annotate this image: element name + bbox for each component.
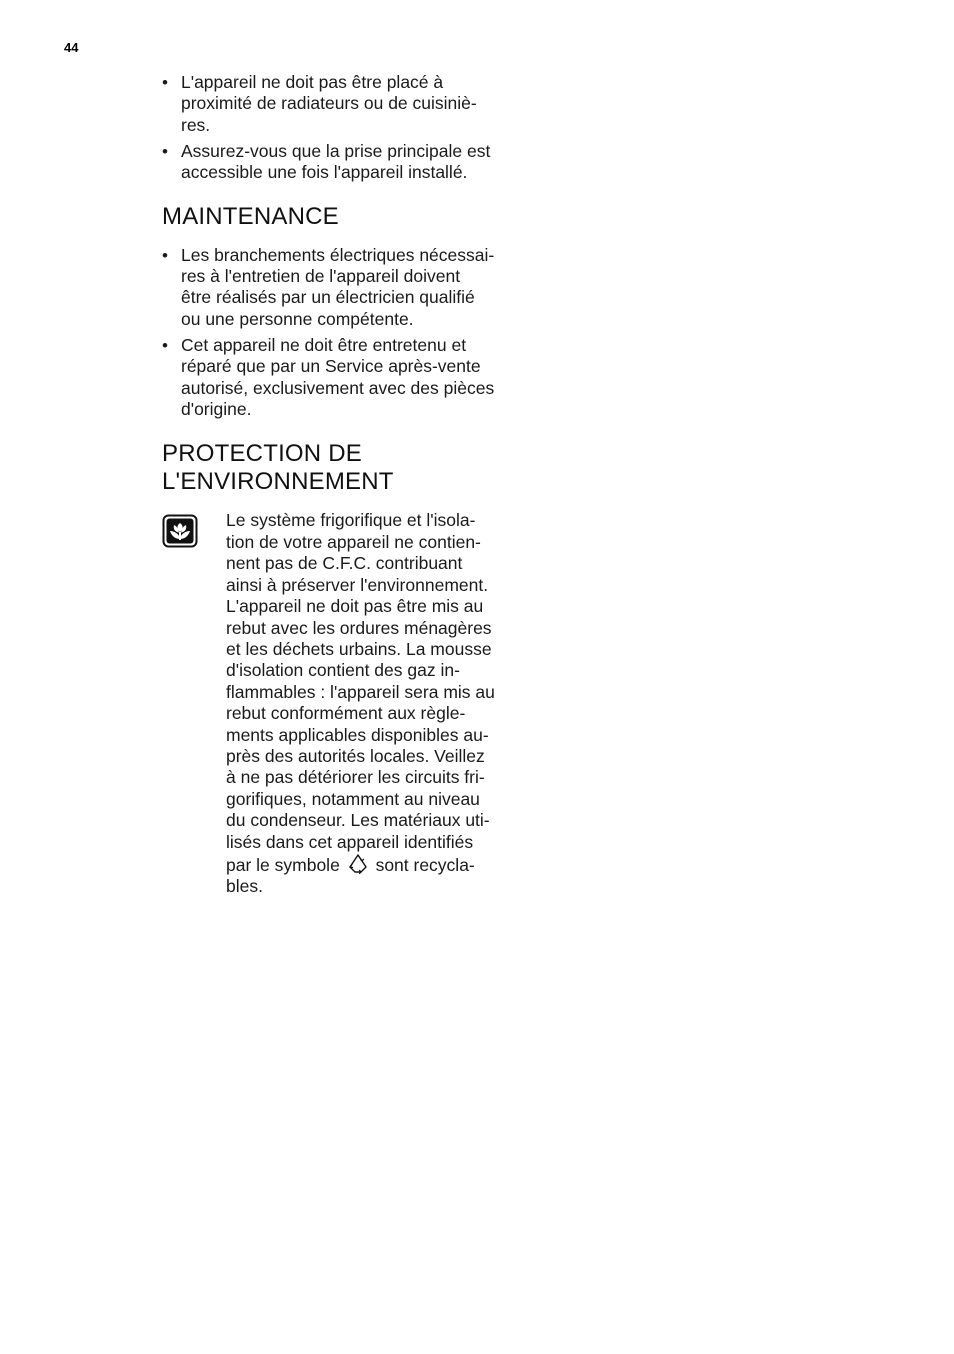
list-item-text: L'appareil ne doit pas être placé à proximité de radiateurs ou de cuisiniè- res.	[181, 72, 477, 135]
maintenance-list	[162, 245, 517, 421]
bullet-icon: •	[162, 335, 168, 355]
list-item	[162, 141, 517, 184]
list-item-text: Les branchements électriques nécessai- res à l'entretien de l'appareil doivent être réalisés par un électricien qualifié ou une personne compétente.	[181, 244, 495, 329]
content-column	[162, 72, 517, 898]
list-item	[162, 245, 517, 331]
bullet-icon: •	[162, 141, 168, 161]
recycling-icon	[347, 853, 369, 875]
environment-text	[226, 510, 517, 897]
environment-block	[162, 510, 517, 897]
maintenance-heading: MAINTENANCE	[162, 202, 339, 230]
environment-flower-icon	[162, 514, 198, 548]
bullet-icon: •	[162, 245, 168, 265]
list-item	[162, 72, 517, 136]
installation-list	[162, 72, 517, 184]
environment-paragraph-end: sont recycla- bles.	[226, 854, 475, 897]
environment-paragraph: Le système frigorifique et l'isola- tion de votre appareil ne contien- nent pas de C.F.C. contribuant ainsi à préserver l'environnement. L'appareil ne doit pas être mis au rebut avec les ordures ménagères et les déchets urbains. La mousse d'isolation contient des gaz in- flammables : l'appareil sera mis au rebut conformément aux règle- ments applicables disponibles au- près des autorités locales. Veillez à ne pas détériorer les circuits fri- gorifiques, notamment au niveau du condenseur. Les matériaux uti- lisés dans cet appareil identifiés par le symbole	[226, 510, 495, 875]
list-item-text: Assurez-vous que la prise principale est accessible une fois l'appareil installé.	[181, 140, 491, 183]
environment-heading: PROTECTION DE L'ENVIRONNEMENT	[162, 440, 394, 496]
list-item	[162, 335, 517, 421]
page-number: 44	[64, 40, 79, 55]
bullet-icon: •	[162, 73, 168, 92]
list-item-text: Cet appareil ne doit être entretenu et réparé que par un Service après-vente autorisé, exclusivement avec des pièces d'origine.	[181, 334, 495, 420]
